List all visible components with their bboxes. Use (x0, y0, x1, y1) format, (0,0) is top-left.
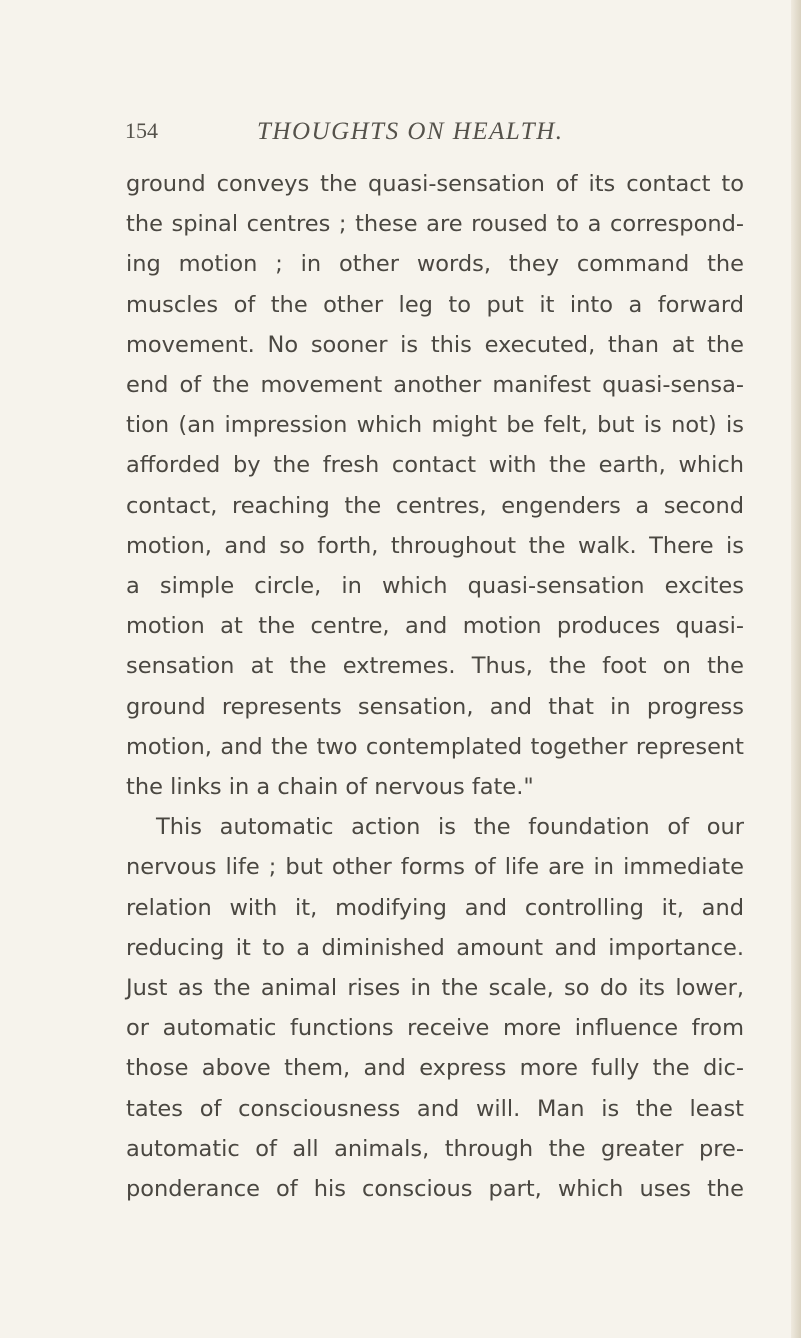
text-line: ing motion ; in other words, they command the (126, 251, 744, 278)
text-line: tates of consciousness and will. Man is the least (126, 1095, 744, 1122)
text-line: movement. No sooner is this executed, than at the (126, 331, 744, 358)
running-title: THOUGHTS ON HEALTH. (257, 118, 564, 145)
text-line: afforded by the fresh contact with the earth, which (126, 452, 744, 479)
text-line: muscles of the other leg to put it into a forward (126, 291, 744, 318)
text-line: ponderance of his conscious part, which uses the (126, 1176, 744, 1203)
text-line: end of the movement another manifest quasi-sensa- (126, 372, 744, 399)
text-line: sensation at the extremes. Thus, the foot on the (126, 653, 744, 680)
text-line: automatic of all animals, through the greater pre- (126, 1135, 744, 1162)
page-edge (791, 0, 801, 1338)
text-line: This automatic action is the foundation of our (156, 814, 744, 841)
text-line: ground represents sensation, and that in progress (126, 693, 744, 720)
text-line: motion, and the two contemplated together represent (126, 733, 744, 760)
text-line: contact, reaching the centres, engenders a second (126, 492, 744, 519)
text-line: reducing it to a diminished amount and importance. (126, 934, 744, 961)
text-line: the spinal centres ; these are roused to a correspond- (126, 211, 744, 238)
running-head (125, 118, 745, 148)
text-line: tion (an impression which might be felt, but is not) is (126, 412, 744, 439)
text-line: nervous life ; but other forms of life are in immediate (126, 854, 744, 881)
text-line: motion, and so forth, throughout the walk. There is (126, 532, 744, 559)
text-line: Just as the animal rises in the scale, so do its lower, (126, 975, 744, 1002)
page-number: 154 (125, 118, 158, 143)
text-line: motion at the centre, and motion produces quasi- (126, 613, 744, 640)
text-line: those above them, and express more fully the dic- (126, 1055, 744, 1082)
body-text (126, 164, 744, 1209)
text-line: the links in a chain of nervous fate." (126, 774, 534, 801)
text-line: a simple circle, in which quasi-sensation excites (126, 573, 744, 600)
text-line: relation with it, modifying and controlling it, and (126, 894, 744, 921)
text-line: ground conveys the quasi-sensation of its contact to (126, 171, 744, 197)
text-line: or automatic functions receive more influence from (126, 1015, 744, 1042)
